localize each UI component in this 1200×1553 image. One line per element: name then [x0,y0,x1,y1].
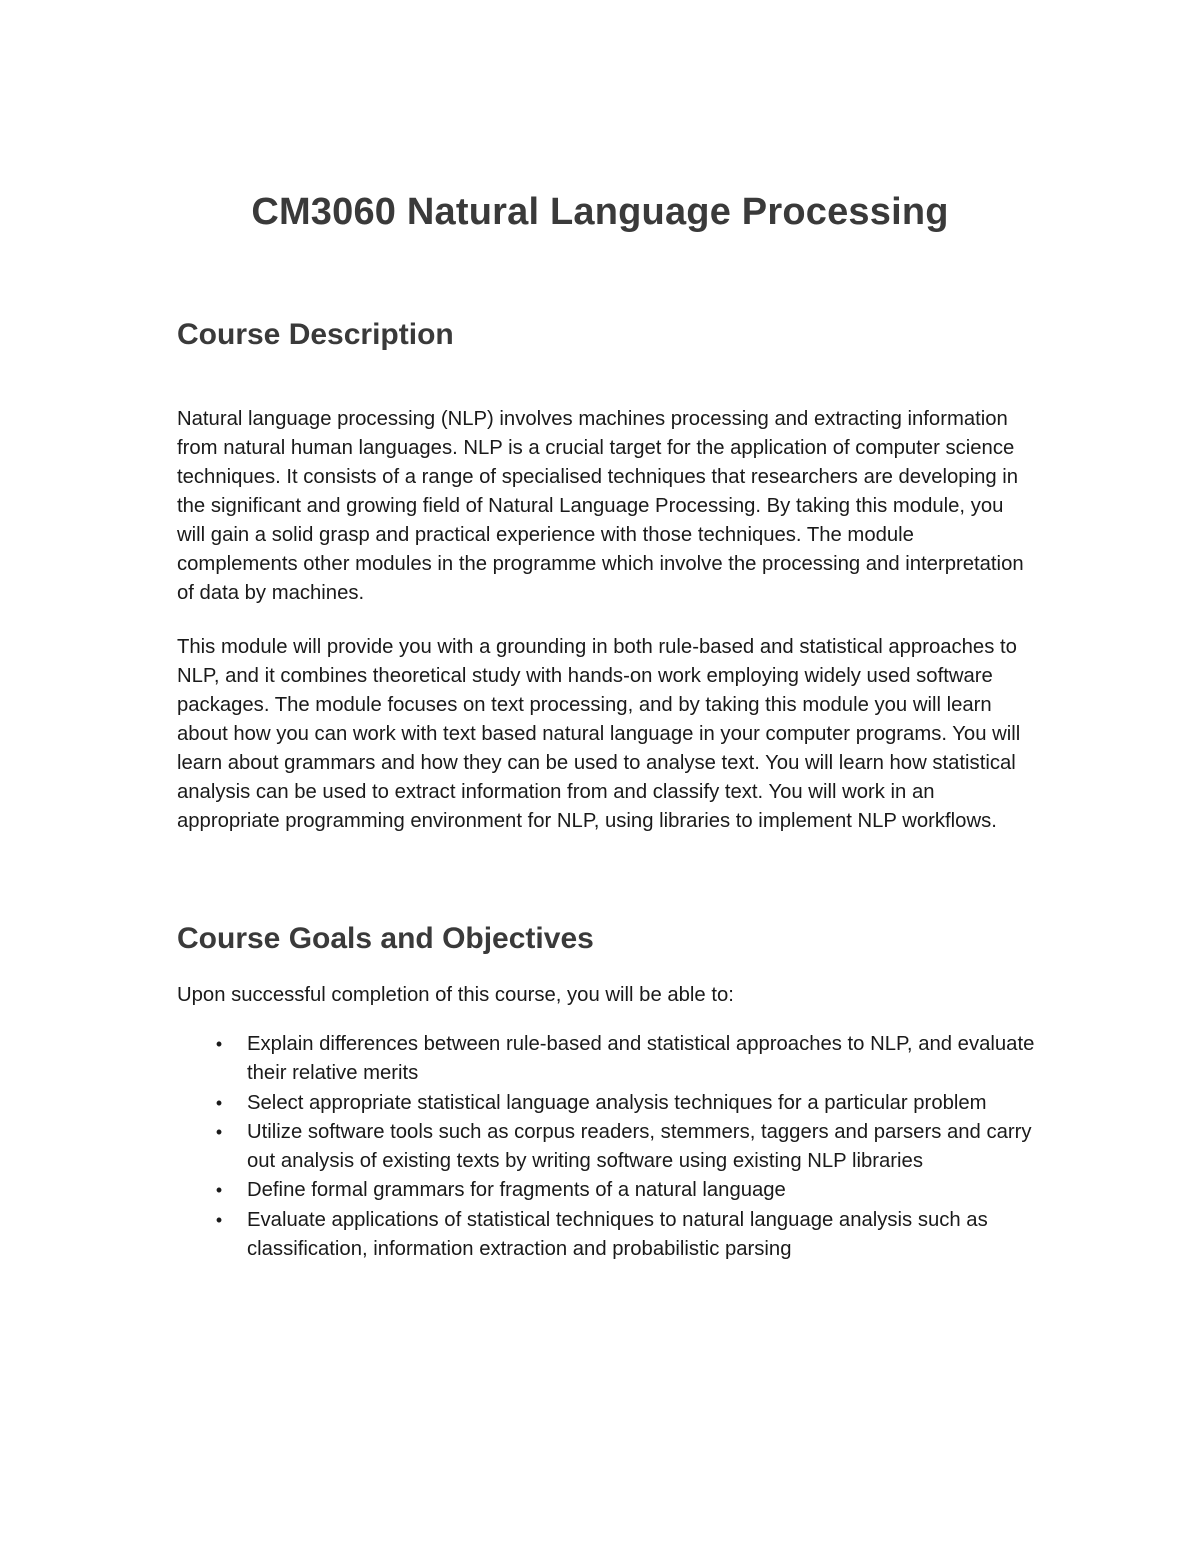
bullet-icon: • [215,1209,223,1230]
goal-list-item [177,1030,1037,1089]
description-paragraph-2: This module will provide you with a grounding in both rule-based and statistical approaches to NLP, and it combines theoretical study with hands-on work employing widely used software packages. The module focuses on text processing, and by taking this module you will learn about how you can work with text based natural language in your computer programs. You will learn about grammars and how they can be used to analyse text. You will learn how statistical analysis can be used to extract information from and classify text. You will work in an appropriate programming environment for NLP, using libraries to implement NLP workflows. [177,636,1021,832]
document-title: CM3060 Natural Language Processing [251,191,949,233]
goal-text: Explain differences between rule-based and statistical approaches to NLP, and evaluate their relative merits [247,1033,1035,1085]
goal-list-item [177,1089,1037,1118]
bullet-icon: • [215,1180,223,1201]
description-paragraph-1: Natural language processing (NLP) involves machines processing and extracting information from natural human languages. NLP is a crucial target for the application of computer science techniques. It consists of a range of specialised techniques that researchers are developing in the significant and growing field of Natural Language Processing. By taking this module, you will gain a solid grasp and practical experience with those techniques. The module complements other modules in the programme which involve the processing and interpretation of data by machines. [177,408,1024,604]
goal-text: Select appropriate statistical language analysis techniques for a particular problem [247,1091,987,1114]
course-goals-heading: Course Goals and Objectives [177,922,594,955]
goal-text: Utilize software tools such as corpus readers, stemmers, taggers and parsers and carry out analysis of existing texts by writing software using existing NLP libraries [247,1120,1032,1173]
course-description-heading: Course Description [177,318,454,351]
goal-list-item [177,1206,1037,1265]
goal-text: Define formal grammars for fragments of a natural language [247,1179,786,1202]
bullet-icon: • [215,1092,223,1113]
goals-intro-text: Upon successful completion of this course, you will be able to: [177,984,734,1006]
goals-list [177,1030,1037,1264]
goal-list-item [177,1118,1037,1177]
goal-text: Evaluate applications of statistical techniques to natural language analysis such as classification, information extraction and probabilistic parsing [247,1208,988,1261]
bullet-icon: • [215,1034,223,1054]
goal-list-item [177,1176,1037,1205]
bullet-icon: • [215,1121,223,1142]
